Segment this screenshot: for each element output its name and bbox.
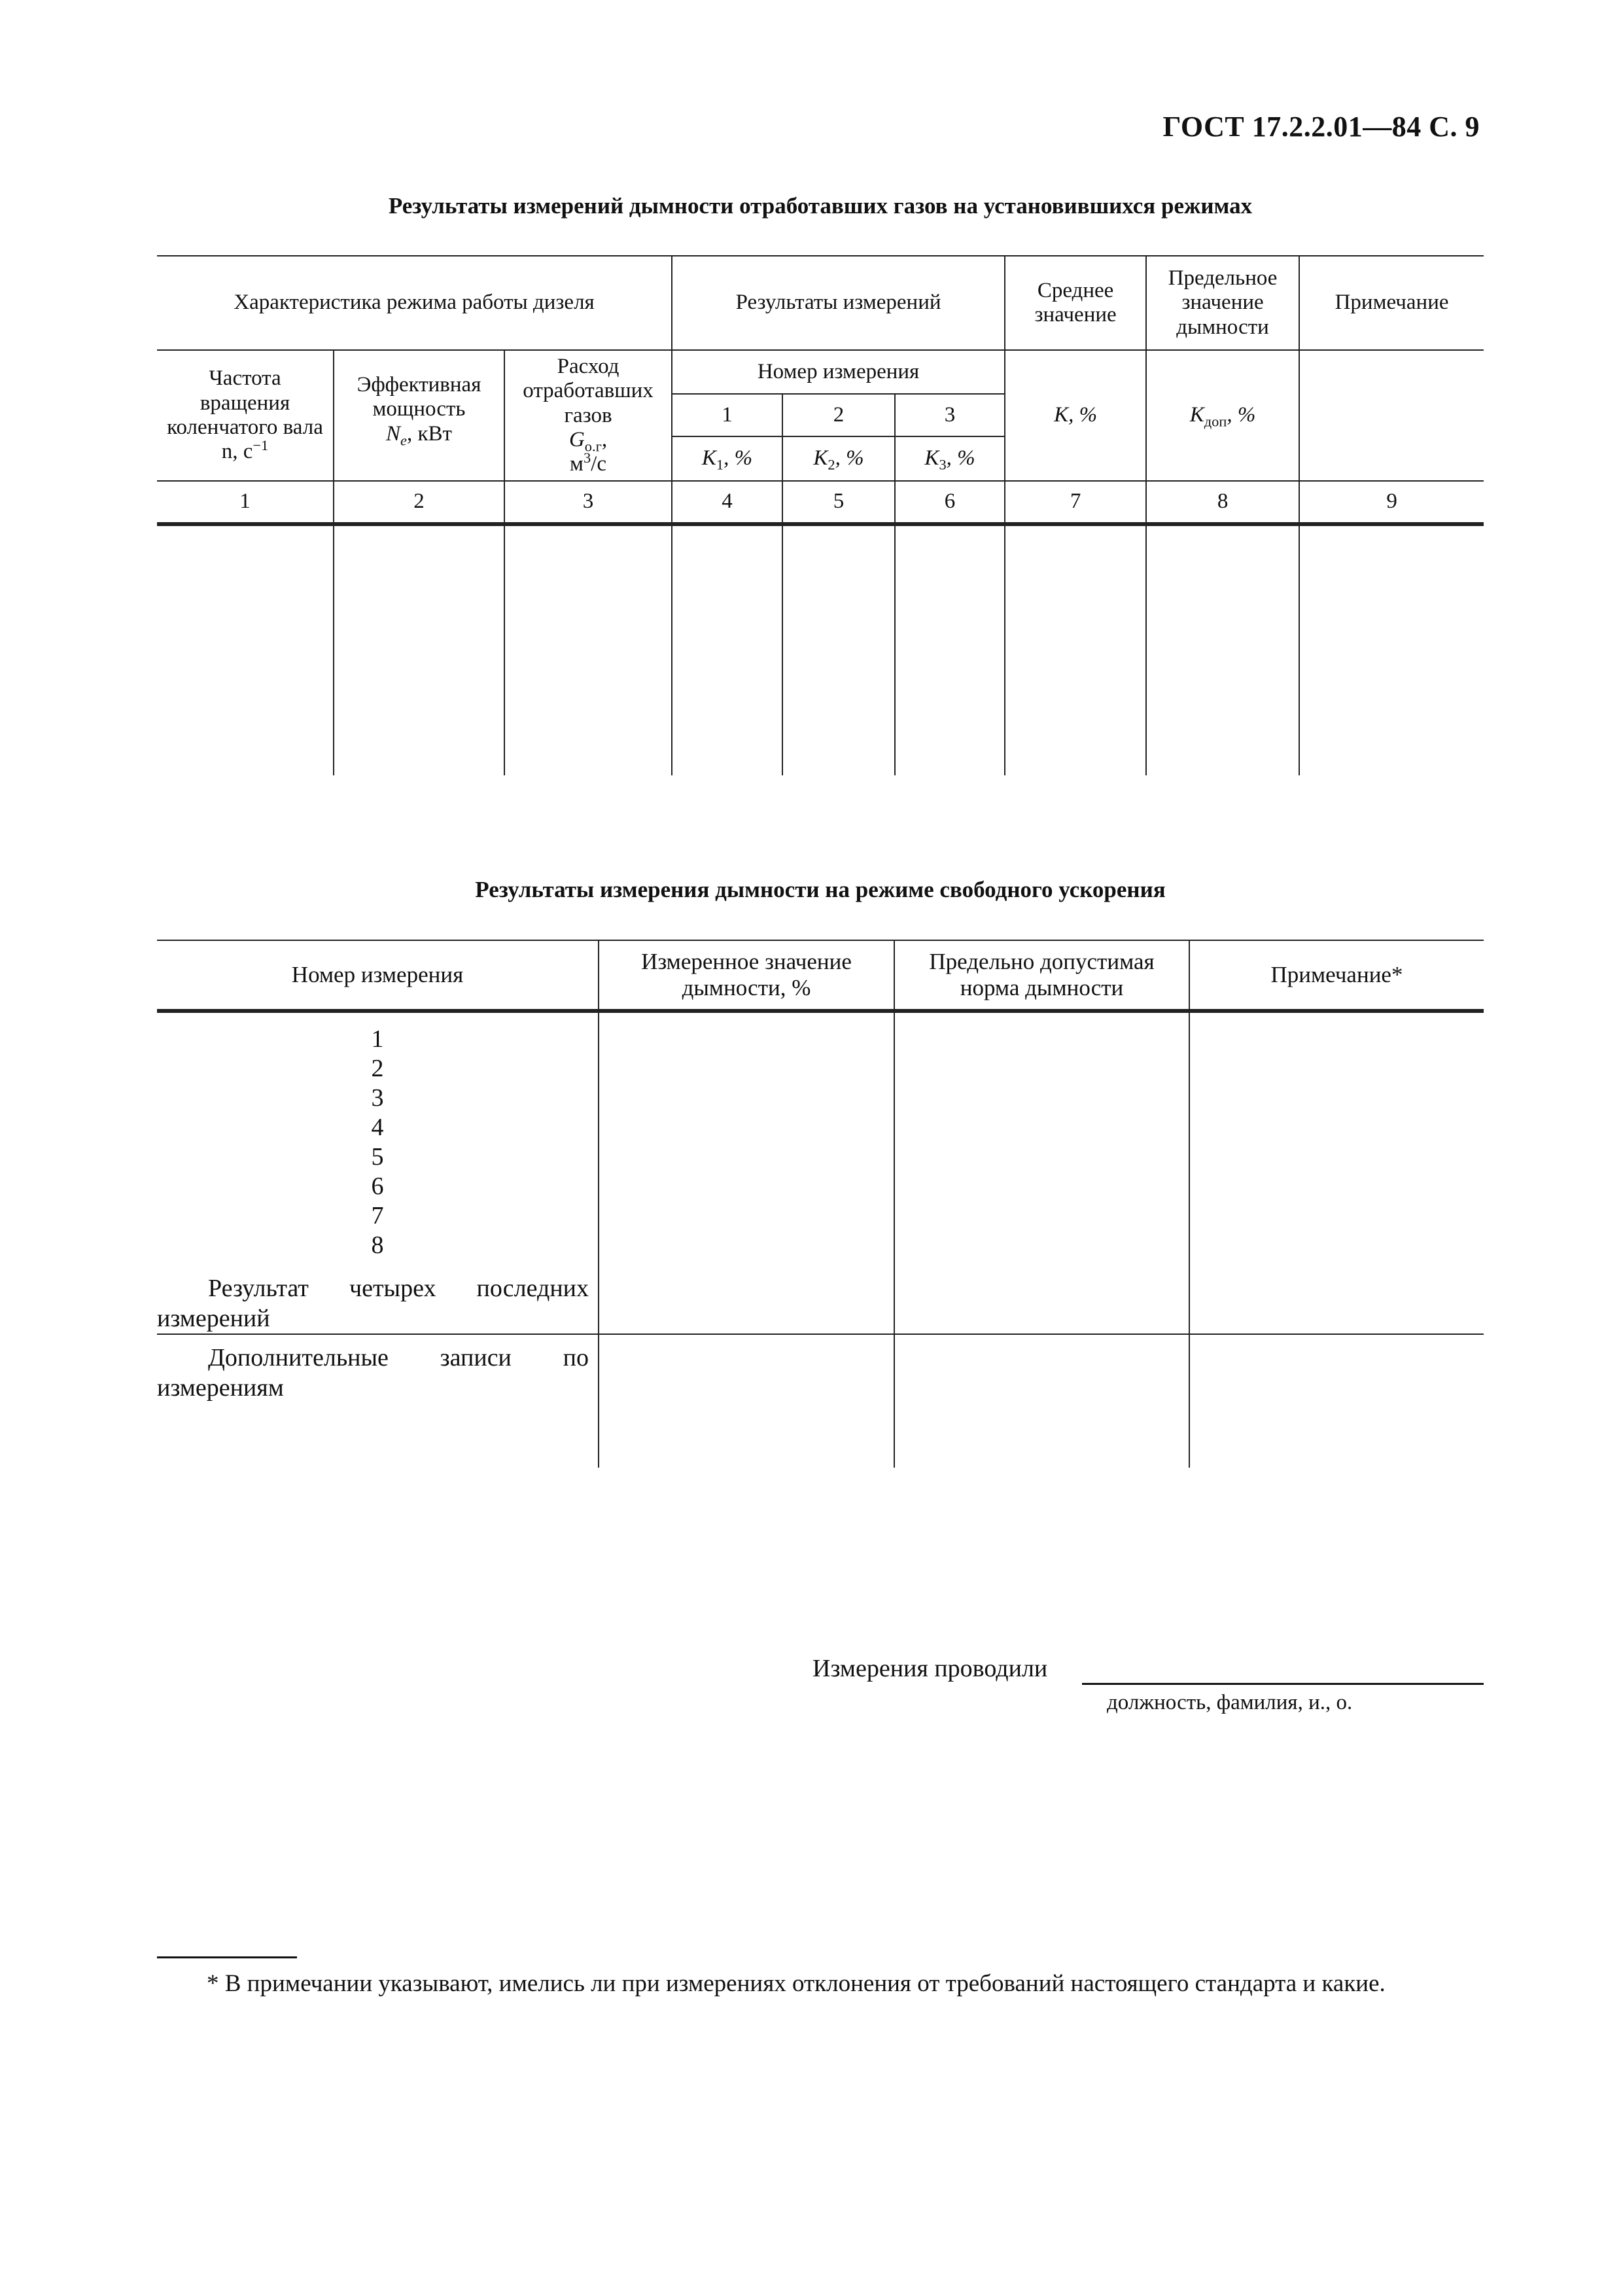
measurement-number: 6: [371, 1173, 384, 1200]
measurement-number: 7: [371, 1202, 384, 1229]
flow-symbol: G: [568, 427, 585, 451]
empty-cell: [1299, 524, 1484, 775]
meas-k3: [895, 436, 1005, 481]
col-number: 3: [504, 481, 672, 524]
col-number: 5: [782, 481, 895, 524]
empty-cell: [782, 524, 895, 775]
header-measurement-number: Номер измерения: [672, 350, 1005, 394]
note-cell: [1189, 1011, 1484, 1334]
footnote-text: * В примечании указывают, имелись ли при измерениях отклонения от требований настоящего стандарта и какие.: [207, 1970, 1386, 1997]
header-flow: [504, 350, 672, 481]
flow-sup: 3: [583, 450, 591, 467]
flow-comma: ,: [601, 427, 608, 451]
empty-cell: [504, 524, 672, 775]
measurement-number: 5: [371, 1143, 384, 1171]
table1-title: Результаты измерений дымности отработавших газов на установившихся режимах: [388, 193, 1253, 219]
frequency-sup: −1: [253, 437, 269, 454]
k1-symbol: K: [701, 446, 716, 470]
measurement-number: 1: [371, 1025, 384, 1053]
footnote-rule: [157, 1956, 297, 1958]
power-sub: e: [400, 432, 407, 449]
header-note: Примечание*: [1189, 940, 1484, 1011]
extra-notes-cell: [157, 1334, 599, 1468]
header-mode: Характеристика режима работы дизеля: [157, 256, 672, 350]
header-limit-norm: Предельно допустимая норма дымности: [894, 940, 1189, 1011]
header-measurement-number: Номер измерения: [157, 940, 599, 1011]
header-limit: Предельное значение дымности: [1146, 256, 1299, 350]
measurement-list-cell: [157, 1011, 599, 1334]
meas-k1: [672, 436, 782, 481]
col-number: 7: [1005, 481, 1146, 524]
flow-unit: м: [570, 452, 584, 476]
flow-unit2: /с: [591, 452, 606, 476]
signature-underline: [1082, 1683, 1484, 1685]
meas-no-3: 3: [895, 394, 1005, 436]
k1-sub: 1: [716, 456, 724, 473]
empty-cell: [334, 524, 504, 775]
meas-k2: [782, 436, 895, 481]
flow-text: Расход отработавших газов: [523, 355, 654, 427]
measured-value-cell: [599, 1011, 894, 1334]
header-mean: Среднее значение: [1005, 256, 1146, 350]
meas-no-1: 1: [672, 394, 782, 436]
empty-cell: [157, 524, 334, 775]
col-number: 9: [1299, 481, 1484, 524]
signature-caption: должность, фамилия, и., о.: [1107, 1691, 1353, 1714]
signature-label: Измерения проводили: [812, 1655, 1048, 1682]
measurement-number: 8: [371, 1231, 384, 1259]
col-number: 1: [157, 481, 334, 524]
power-text: Эффективная мощность: [357, 373, 481, 421]
power-unit: , кВт: [407, 421, 452, 446]
k2-sub: 2: [828, 456, 835, 473]
empty-cell: [895, 524, 1005, 775]
table2-title: Результаты измерения дымности на режиме свободного ускорения: [475, 877, 1166, 902]
empty-cell: [1005, 524, 1146, 775]
empty-cell: [1146, 524, 1299, 775]
empty-cell: [1189, 1334, 1484, 1468]
header-note: Примечание: [1299, 256, 1484, 350]
page-header: ГОСТ 17.2.2.01—84 С. 9: [1162, 111, 1480, 143]
meas-no-2: 2: [782, 394, 895, 436]
k3-unit: , %: [946, 446, 975, 470]
result-label: Результат четырех последних измерений: [157, 1275, 589, 1332]
frequency-text: Частота вращения коленчатого вала n, с: [167, 366, 323, 464]
k2-symbol: K: [813, 446, 828, 470]
header-measured-value: Измеренное значение дымности, %: [599, 940, 894, 1011]
header-k-mean: K, %: [1005, 350, 1146, 481]
k1-unit: , %: [724, 446, 753, 470]
header-results: Результаты измерений: [672, 256, 1005, 350]
extra-label: Дополнительные записи по измерениям: [157, 1344, 589, 1402]
k-limit-sub: доп: [1204, 413, 1227, 430]
header-note-empty: [1299, 350, 1484, 481]
measurement-number: 4: [371, 1114, 384, 1141]
k3-symbol: K: [924, 446, 939, 470]
k3-sub: 3: [939, 456, 947, 473]
k-limit-symbol: K: [1189, 403, 1204, 427]
flow-sub: о.г: [584, 438, 602, 455]
measurement-number: 3: [371, 1084, 384, 1112]
col-number: 8: [1146, 481, 1299, 524]
empty-cell: [672, 524, 782, 775]
steady-state-results-table: [157, 255, 1484, 775]
free-acceleration-results-table: [157, 940, 1484, 1468]
limit-norm-cell: [894, 1011, 1189, 1334]
col-number: 2: [334, 481, 504, 524]
empty-cell: [599, 1334, 894, 1468]
empty-cell: [894, 1334, 1189, 1468]
col-number: 6: [895, 481, 1005, 524]
power-symbol: N: [386, 421, 401, 446]
header-k-limit: [1146, 350, 1299, 481]
k2-unit: , %: [835, 446, 864, 470]
measurement-number: 2: [371, 1055, 384, 1082]
header-frequency: [157, 350, 334, 481]
header-power: [334, 350, 504, 481]
k-limit-unit: , %: [1227, 403, 1256, 427]
col-number: 4: [672, 481, 782, 524]
